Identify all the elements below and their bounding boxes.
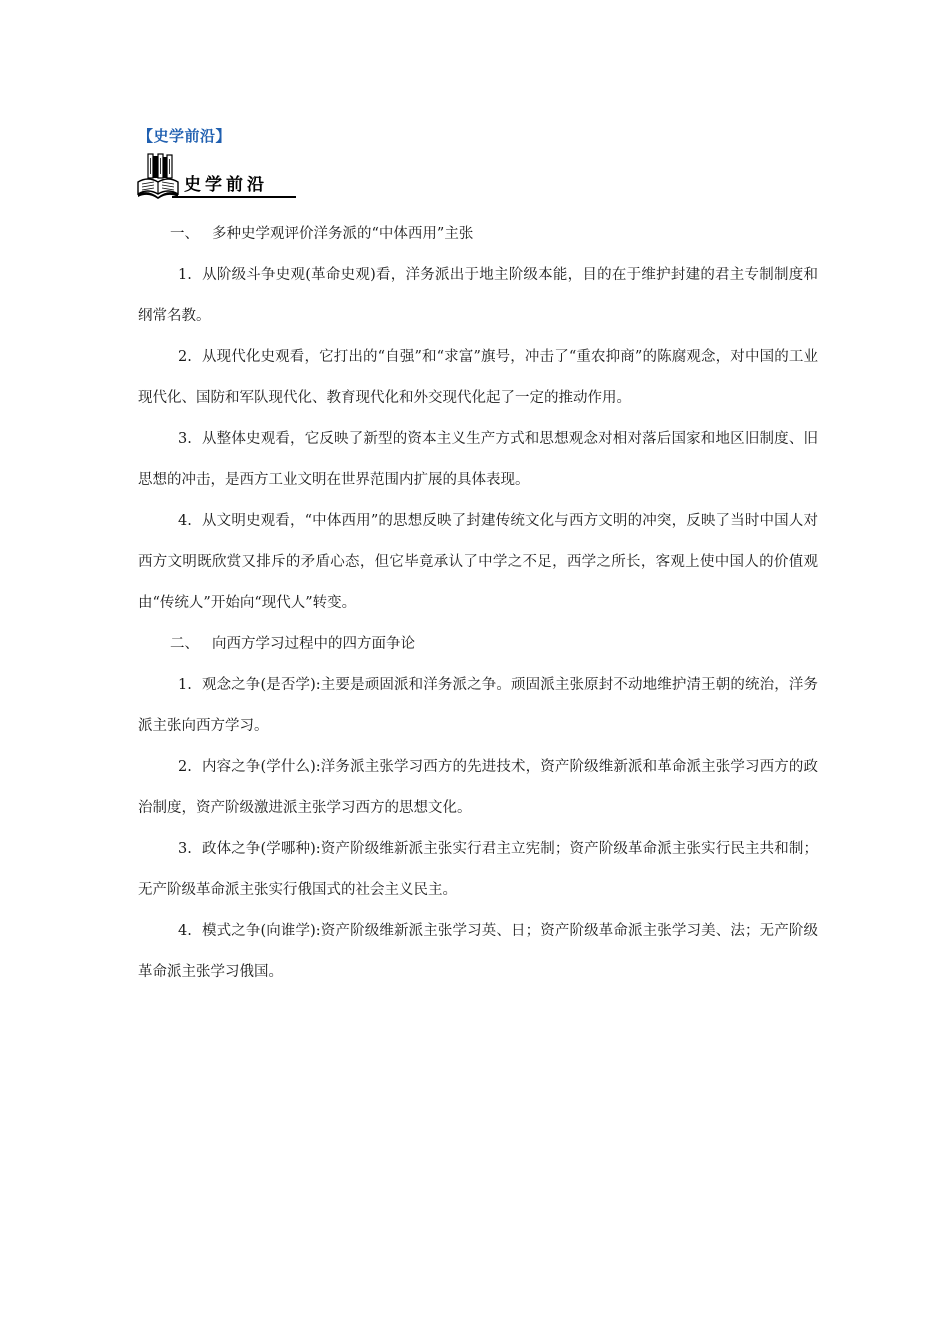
- books-icon: [136, 152, 180, 200]
- item-text: 从阶级斗争史观(革命史观)看，洋务派出于地主阶级本能，目的在于维护封建的君主专制制度和纲常名教。: [138, 267, 818, 324]
- item-index: 2.: [178, 759, 192, 775]
- item-index: 4.: [178, 513, 192, 529]
- document-body: [138, 214, 818, 993]
- item-text: 内容之争(学什么):洋务派主张学习西方的先进技术，资产阶级维新派和革命派主张学习西方的政治制度，资产阶级激进派主张学习西方的思想文化。: [138, 759, 818, 816]
- list-item: [138, 255, 818, 337]
- list-item: [138, 419, 818, 501]
- section-number: 一、: [170, 226, 199, 242]
- banner-underline: [172, 196, 296, 198]
- section-banner: [136, 152, 296, 202]
- item-text: 模式之争(向谁学):资产阶级维新派主张学习英、日；资产阶级革命派主张学习美、法；无产阶级革命派主张学习俄国。: [138, 923, 818, 980]
- item-text: 政体之争(学哪种):资产阶级维新派主张实行君主立宪制；资产阶级革命派主张实行民主共和制；无产阶级革命派主张实行俄国式的社会主义民主。: [138, 841, 818, 898]
- item-index: 2.: [178, 349, 192, 365]
- item-text: 从文明史观看，“中体西用”的思想反映了封建传统文化与西方文明的冲突，反映了当时中国人对西方文明既欣赏又排斥的矛盾心态，但它毕竟承认了中学之不足，西学之所长，客观上使中国人的价值观由“传统人”开始向“现代人”转变。: [138, 513, 818, 611]
- section-number: 二、: [170, 636, 199, 652]
- item-text: 从整体史观看，它反映了新型的资本主义生产方式和思想观念对相对落后国家和地区旧制度、旧思想的冲击，是西方工业文明在世界范围内扩展的具体表现。: [138, 431, 818, 488]
- list-item: [138, 501, 818, 624]
- item-index: 4.: [178, 923, 192, 939]
- item-text: 观念之争(是否学):主要是顽固派和洋务派之争。顽固派主张原封不动地维护清王朝的统治，洋务派主张向西方学习。: [138, 677, 818, 734]
- list-item: [138, 747, 818, 829]
- list-item: [138, 337, 818, 419]
- item-index: 3.: [178, 841, 192, 857]
- section-title: 向西方学习过程中的四方面争论: [212, 636, 415, 652]
- list-item: [138, 911, 818, 993]
- item-index: 1.: [178, 267, 192, 283]
- item-index: 1.: [178, 677, 192, 693]
- list-item: [138, 829, 818, 911]
- list-item: [138, 665, 818, 747]
- section-heading: [138, 214, 818, 255]
- banner-title: 史学前沿: [184, 175, 268, 195]
- section-heading: [138, 624, 818, 665]
- item-text: 从现代化史观看，它打出的“自强”和“求富”旗号，冲击了“重农抑商”的陈腐观念，对中国的工业现代化、国防和军队现代化、教育现代化和外交现代化起了一定的推动作用。: [138, 349, 818, 406]
- section-tag: 【史学前沿】: [138, 127, 232, 145]
- item-index: 3.: [178, 431, 192, 447]
- section-title: 多种史学观评价洋务派的“中体西用”主张: [212, 226, 474, 242]
